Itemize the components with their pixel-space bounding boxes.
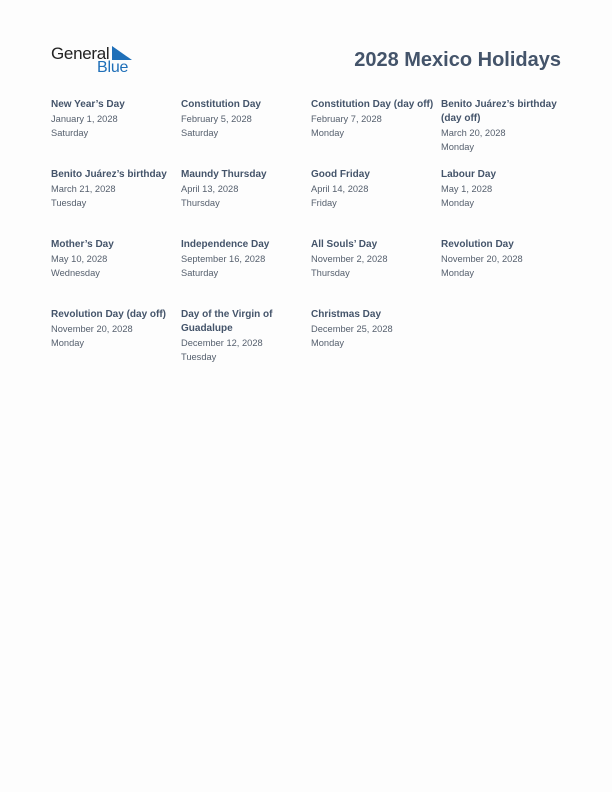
- holiday-name: Revolution Day (day off): [51, 309, 167, 320]
- holiday-date: December 12, 2028: [181, 338, 263, 348]
- holiday-weekday: Monday: [51, 338, 85, 348]
- holiday-weekday: Tuesday: [181, 352, 217, 362]
- holiday-weekday: Saturday: [181, 268, 219, 278]
- logo-word-general: General: [51, 44, 110, 63]
- holiday-date: November 20, 2028: [441, 254, 523, 264]
- holiday-name: All Souls’ Day: [311, 239, 378, 250]
- holiday-name: Mother’s Day: [51, 239, 114, 250]
- holiday-weekday: Tuesday: [51, 198, 87, 208]
- holiday-weekday: Wednesday: [51, 268, 100, 278]
- holiday-grid: [51, 98, 571, 378]
- holiday-date: February 5, 2028: [181, 114, 252, 124]
- holiday-name: Benito Juárez’s birthday (day off): [441, 99, 557, 124]
- holiday-date: May 10, 2028: [51, 254, 108, 264]
- holiday-date: April 13, 2028: [181, 184, 239, 194]
- holiday-name: Constitution Day: [181, 99, 261, 110]
- holiday-entry: [441, 168, 571, 238]
- holiday-date: November 20, 2028: [51, 324, 133, 334]
- holiday-entry: [51, 238, 181, 308]
- holiday-weekday: Monday: [441, 198, 475, 208]
- holiday-name: Independence Day: [181, 239, 270, 250]
- holiday-entry: [311, 168, 441, 238]
- holiday-weekday: Thursday: [181, 198, 220, 208]
- holiday-name: Christmas Day: [311, 309, 382, 320]
- holiday-weekday: Monday: [311, 338, 345, 348]
- holiday-name: New Year’s Day: [51, 99, 125, 110]
- holiday-date: December 25, 2028: [311, 324, 393, 334]
- holiday-entry: [181, 238, 311, 308]
- logo-triangle-icon: [112, 46, 132, 60]
- holiday-name: Good Friday: [311, 169, 370, 180]
- holiday-weekday: Saturday: [181, 128, 219, 138]
- holiday-entry: [181, 308, 311, 378]
- holiday-entry: [311, 308, 441, 378]
- logo-word-blue: Blue: [97, 59, 129, 76]
- holiday-entry: [51, 308, 181, 378]
- holiday-entry: [311, 238, 441, 308]
- holiday-entry: [181, 98, 311, 168]
- generalblue-logo: [51, 44, 133, 78]
- holiday-date: March 21, 2028: [51, 184, 116, 194]
- holiday-name: Constitution Day (day off): [311, 99, 434, 110]
- holiday-entry: [51, 168, 181, 238]
- holiday-entry: [441, 98, 571, 168]
- holiday-weekday: Thursday: [311, 268, 350, 278]
- holiday-name: Day of the Virgin of Guadalupe: [181, 309, 273, 334]
- holiday-weekday: Monday: [311, 128, 345, 138]
- holiday-entry: [441, 238, 571, 308]
- holiday-entry: [311, 98, 441, 168]
- holiday-weekday: Monday: [441, 142, 475, 152]
- page-title: 2028 Mexico Holidays: [354, 49, 561, 71]
- holiday-date: April 14, 2028: [311, 184, 369, 194]
- holiday-name: Labour Day: [441, 169, 497, 180]
- holiday-name: Benito Juárez’s birthday: [51, 169, 167, 180]
- holiday-date: January 1, 2028: [51, 114, 118, 124]
- holiday-date: March 20, 2028: [441, 128, 506, 138]
- holiday-weekday: Saturday: [51, 128, 89, 138]
- holiday-date: November 2, 2028: [311, 254, 388, 264]
- holiday-date: September 16, 2028: [181, 254, 266, 264]
- holiday-date: May 1, 2028: [441, 184, 493, 194]
- holiday-name: Maundy Thursday: [181, 169, 267, 180]
- holiday-date: February 7, 2028: [311, 114, 382, 124]
- holiday-weekday: Friday: [311, 198, 337, 208]
- holiday-weekday: Monday: [441, 268, 475, 278]
- holiday-entry: [181, 168, 311, 238]
- holiday-name: Revolution Day: [441, 239, 514, 250]
- holiday-entry: [51, 98, 181, 168]
